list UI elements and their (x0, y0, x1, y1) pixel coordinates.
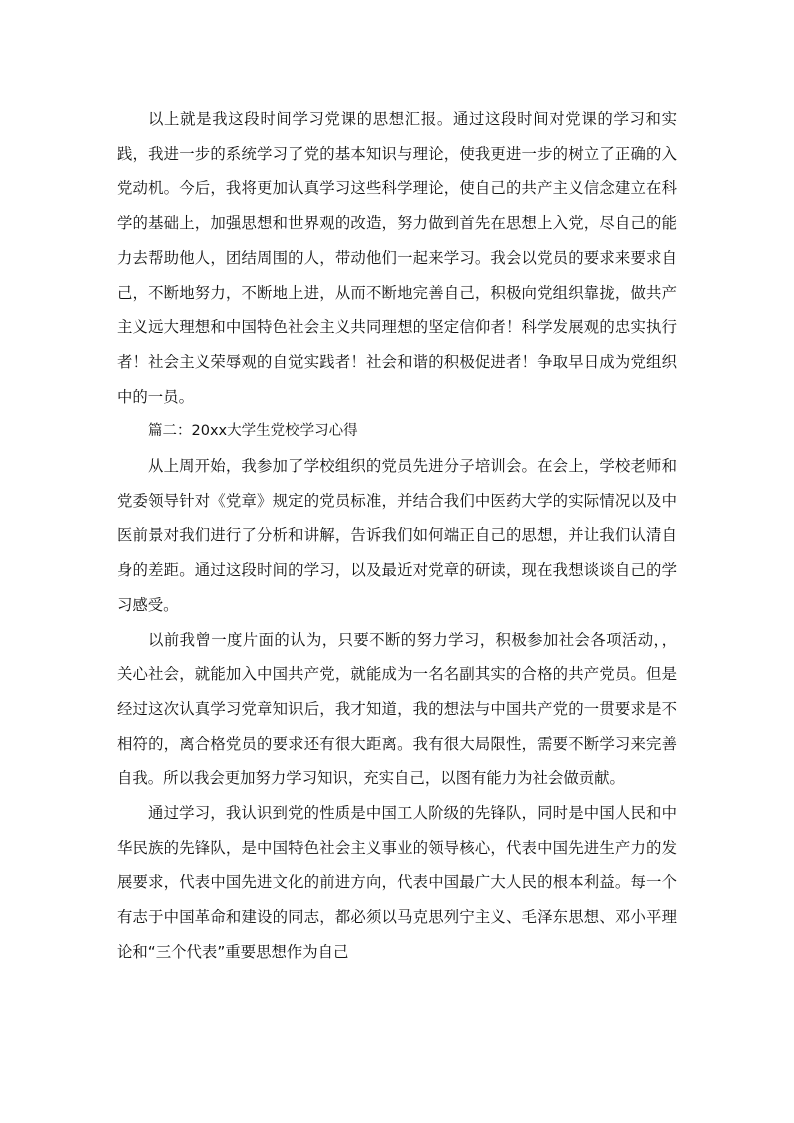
paragraph-training: 从上周开始，我参加了学校组织的党员先进分子培训会。在会上，学校老师和党委领导针对《党章》规定的党员标准，并结合我们中医药大学的实际情况以及中医前景对我们进行了分析和讲解，告诉我们如何端正自己的思想，并让我们认清自身的差距。通过这段时间的学习，以及最近对党章的研读，现在我想谈谈自己的学习感受。 (117, 457, 677, 614)
paragraph-reflection: 以前我曾一度片面的认为，只要不断的努力学习，积极参加社会各项活动，，关心社会，就能加入中国共产党，就能成为一名名副其实的合格的共产党员。但是经过这次认真学习党章知识后，我才知道，我的想法与中国共产党的一贯要求是不相符的，离合格党员的要求还有很大距离。我有很大局限性，需要不断学习来完善自我。所以我会更加努力学习知识，充实自己，以图有能力为社会做贡献。 (117, 630, 677, 788)
document-body (117, 102, 677, 970)
paragraph-summary: 以上就是我这段时间学习党课的思想汇报。通过这段时间对党课的学习和实践，我进一步的系统学习了党的基本知识与理论，使我更进一步的树立了正确的入党动机。今后，我将更加认真学习这些科学理论，使自己的共产主义信念建立在科学的基础上，加强思想和世界观的改造，努力做到首先在思想上入党，尽自己的能力去帮助他人，团结周围的人，带动他们一起来学习。我会以党员的要求来要求自己，不断地努力，不断地上进，从而不断地完善自己，积极向党组织靠拢，做共产主义远大理想和中国特色社会主义共同理想的坚定信仰者！科学发展观的忠实执行者！社会主义荣辱观的自觉实践者！社会和谐的积极促进者！争取早日成为党组织中的一员。 (117, 110, 677, 406)
section-heading: 篇二：20xx大学生党校学习心得 (148, 423, 358, 440)
paragraph-party-nature: 通过学习，我认识到党的性质是中国工人阶级的先锋队，同时是中国人民和中华民族的先锋队，是中国特色社会主义事业的领导核心，代表中国先进生产力的发展要求，代表中国先进文化的前进方向，代表中国最广大人民的根本利益。每一个有志于中国革命和建设的同志，都必须以马克思列宁主义、毛泽东思想、邓小平理论和“三个代表”重要思想作为自己 (117, 804, 677, 961)
